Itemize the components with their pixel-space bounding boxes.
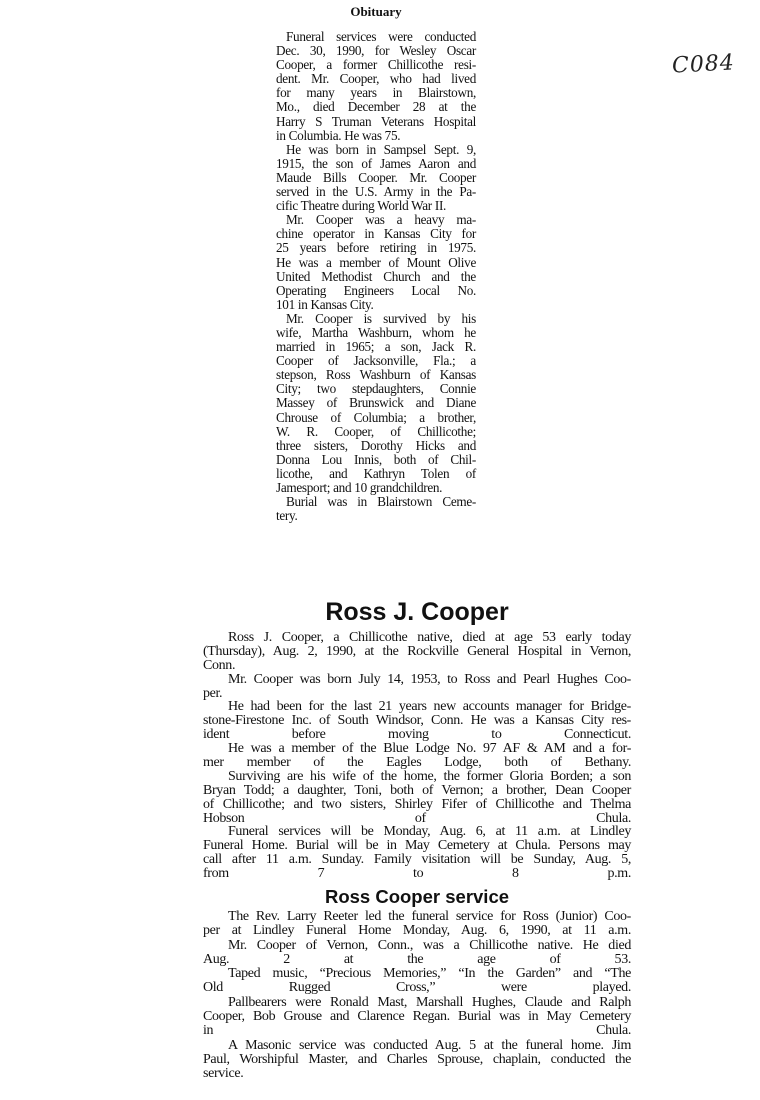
text-line: A Masonic service was conducted Aug. 5 at the funeral home. Jim xyxy=(228,1037,631,1053)
text-line: Bryan Todd; a daughter, Toni, both of Vernon; a brother, Dean Cooper xyxy=(203,782,631,798)
ross-cooper-heading: Ross J. Cooper xyxy=(325,598,509,626)
text-line: Surviving are his wife of the home, the former Gloria Borden; a son xyxy=(228,768,631,784)
text-line: cific Theatre during World War II. xyxy=(276,198,447,214)
text-line: Conn. xyxy=(203,657,236,673)
text-line: Mr. Cooper of Vernon, Conn., was a Chillicothe native. He died xyxy=(228,937,631,953)
text-line: from 7 to 8 p.m. xyxy=(203,866,631,882)
text-line: Mr. Cooper was born July 14, 1953, to Ross and Pearl Hughes Coo- xyxy=(228,671,631,687)
text-line: He had been for the last 21 years new accounts manager for Bridge- xyxy=(228,699,631,715)
text-line: Cooper of Jacksonville, Fla.; a xyxy=(276,353,476,369)
text-line: Massey of Brunswick and Diane xyxy=(276,395,476,411)
text-line: Jamesport; and 10 grandchildren. xyxy=(276,480,443,495)
text-line: mer member of the Eagles Lodge, both of Bethany. xyxy=(203,755,631,771)
wesley-cooper-obituary-text xyxy=(276,30,476,523)
text-line: W. R. Cooper, of Chillicothe; xyxy=(276,423,476,439)
text-line: Taped music, “Precious Memories,” “In the Garden” and “The xyxy=(228,966,631,982)
text-line: dent. Mr. Cooper, who had lived xyxy=(276,71,476,87)
text-line: Mr. Cooper is survived by his xyxy=(286,310,476,326)
text-line: ident before moving to Connecticut. xyxy=(203,727,631,743)
text-line: Ross J. Cooper, a Chillicothe native, died at age 53 early today xyxy=(228,630,631,645)
text-line: service. xyxy=(203,1066,244,1082)
text-line: Paul, Worshipful Master, and Charles Sprouse, chaplain, conducted the xyxy=(203,1051,631,1067)
text-line: He was a member of the Blue Lodge No. 97 AF & AM and a for- xyxy=(228,741,631,757)
text-line: in Columbia. He was 75. xyxy=(276,127,401,143)
text-line: 25 years before retiring in 1975. xyxy=(276,240,476,256)
text-line: 1915, the son of James Aaron and xyxy=(276,155,476,171)
text-line: call after 11 a.m. Sunday. Family visitation will be Sunday, Aug. 5, xyxy=(203,852,631,868)
text-line: 101 in Kansas City. xyxy=(276,296,374,312)
text-line: Cooper, a former Chillicothe resi- xyxy=(276,57,476,73)
text-line: married in 1965; a son, Jack R. xyxy=(276,339,476,355)
text-line: Old Rugged Cross,” were played. xyxy=(203,980,631,996)
text-line: United Methodist Church and the xyxy=(276,268,476,284)
text-line: Funeral Home. Burial will be in May Cemetery at Chula. Persons may xyxy=(203,838,631,854)
text-line: stone-Firestone Inc. of South Windsor, Conn. He was a Kansas City res- xyxy=(203,713,631,729)
handwritten-note: C084 xyxy=(671,50,736,79)
text-line: of Chillicothe; and two sisters, Shirley Fifer of Chillicothe and Thelma xyxy=(203,796,631,812)
text-line: Operating Engineers Local No. xyxy=(276,282,476,298)
text-line: licothe, and Kathryn Tolen of xyxy=(276,465,476,481)
text-line: in Chula. xyxy=(203,1023,631,1039)
text-line: Maude Bills Cooper. Mr. Cooper xyxy=(276,169,476,185)
text-line: He was a member of Mount Olive xyxy=(276,254,476,270)
text-line: (Thursday), Aug. 2, 1990, at the Rockville General Hospital in Vernon, xyxy=(203,643,631,659)
text-line: Pallbearers were Ronald Mast, Marshall Hughes, Claude and Ralph xyxy=(228,994,631,1010)
text-line: stepson, Ross Washburn of Kansas xyxy=(276,367,476,383)
text-line: tery. xyxy=(276,508,298,524)
text-line: He was born in Sampsel Sept. 9, xyxy=(286,141,476,157)
text-line: three sisters, Dorothy Hicks and xyxy=(276,437,476,453)
text-line: per. xyxy=(203,685,223,701)
text-line: Harry S Truman Veterans Hospital xyxy=(276,113,476,129)
text-line: Funeral services will be Monday, Aug. 6, at 11 a.m. at Lindley xyxy=(228,824,631,840)
text-line: Hobson of Chula. xyxy=(203,810,631,826)
ross-cooper-obituary-text xyxy=(203,631,631,881)
text-line: for many years in Blairstown, xyxy=(276,85,476,101)
text-line: served in the U.S. Army in the Pa- xyxy=(276,184,476,200)
text-line: The Rev. Larry Reeter led the funeral service for Ross (Junior) Coo- xyxy=(228,909,631,924)
text-line: Donna Lou Innis, both of Chil- xyxy=(276,451,476,467)
text-line: Aug. 2 at the age of 53. xyxy=(203,951,631,967)
text-line: City; two stepdaughters, Connie xyxy=(276,381,476,397)
text-line: Chrouse of Columbia; a brother, xyxy=(276,409,476,425)
text-line: Cooper, Bob Grouse and Clarence Regan. Burial was in May Cemetery xyxy=(203,1009,631,1025)
text-line: Mr. Cooper was a heavy ma- xyxy=(286,212,476,228)
text-line: chine operator in Kansas City for xyxy=(276,226,476,242)
text-line: wife, Martha Washburn, whom he xyxy=(276,324,476,340)
text-line: Dec. 30, 1990, for Wesley Oscar xyxy=(276,43,476,59)
text-line: Mo., died December 28 at the xyxy=(276,99,476,115)
text-line: Burial was in Blairstown Ceme- xyxy=(286,494,476,510)
ross-cooper-service-text xyxy=(203,910,631,1082)
text-line: per at Lindley Funeral Home Monday, Aug. 6, 1990, at 11 a.m. xyxy=(203,923,631,939)
obituary-heading: Obituary xyxy=(350,4,402,19)
text-line: Funeral services were conducted xyxy=(286,29,476,44)
ross-cooper-service-heading: Ross Cooper service xyxy=(324,886,510,907)
